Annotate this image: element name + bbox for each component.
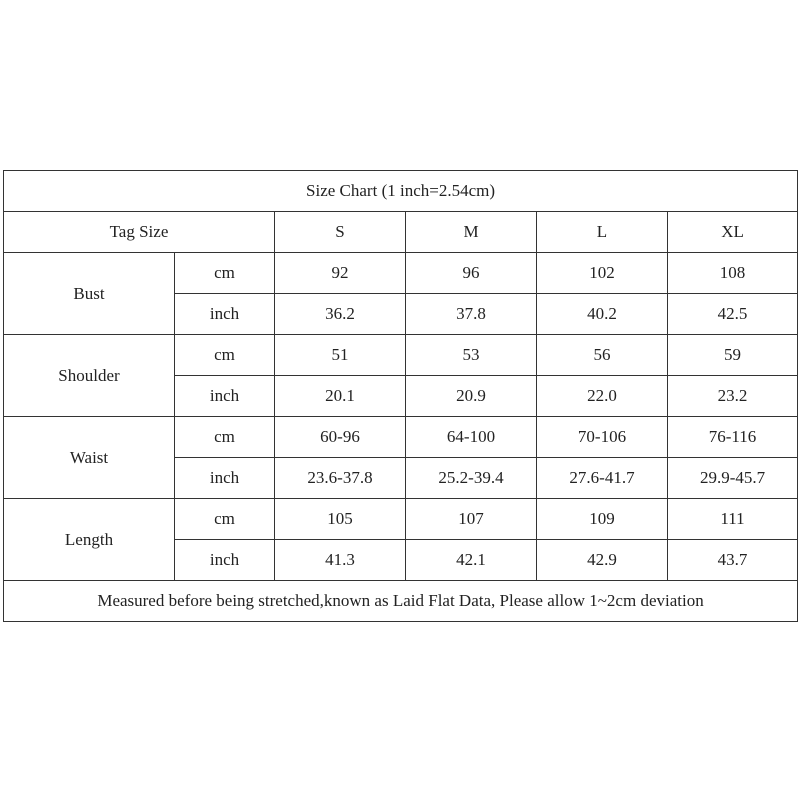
- unit-label: inch: [175, 294, 275, 335]
- measurement-label: Bust: [4, 253, 175, 335]
- table-row: [4, 253, 798, 294]
- table-cell: 20.9: [406, 376, 537, 417]
- table-cell: 53: [406, 335, 537, 376]
- table-row: [4, 499, 798, 540]
- table-cell: 43.7: [668, 540, 798, 581]
- table-cell: 107: [406, 499, 537, 540]
- table-cell: 20.1: [275, 376, 406, 417]
- unit-label: cm: [175, 417, 275, 458]
- unit-label: inch: [175, 540, 275, 581]
- table-row: [4, 417, 798, 458]
- table-cell: 56: [537, 335, 668, 376]
- table-cell: 109: [537, 499, 668, 540]
- size-header-xl: XL: [668, 212, 798, 253]
- table-cell: 96: [406, 253, 537, 294]
- size-chart-body: [4, 171, 798, 622]
- tag-size-label: Tag Size: [4, 212, 275, 253]
- table-cell: 22.0: [537, 376, 668, 417]
- table-cell: 111: [668, 499, 798, 540]
- table-cell: 60-96: [275, 417, 406, 458]
- table-cell: 108: [668, 253, 798, 294]
- unit-label: inch: [175, 458, 275, 499]
- table-cell: 41.3: [275, 540, 406, 581]
- table-cell: 51: [275, 335, 406, 376]
- table-cell: 23.6-37.8: [275, 458, 406, 499]
- table-cell: 59: [668, 335, 798, 376]
- table-cell: 92: [275, 253, 406, 294]
- table-cell: 29.9-45.7: [668, 458, 798, 499]
- unit-label: cm: [175, 253, 275, 294]
- table-cell: 42.1: [406, 540, 537, 581]
- table-cell: 25.2-39.4: [406, 458, 537, 499]
- table-cell: 102: [537, 253, 668, 294]
- table-cell: 42.5: [668, 294, 798, 335]
- table-cell: 70-106: [537, 417, 668, 458]
- header-row: [4, 212, 798, 253]
- chart-title: Size Chart (1 inch=2.54cm): [4, 171, 798, 212]
- title-row: [4, 171, 798, 212]
- table-row: [4, 335, 798, 376]
- table-cell: 37.8: [406, 294, 537, 335]
- size-header-l: L: [537, 212, 668, 253]
- table-cell: 36.2: [275, 294, 406, 335]
- table-cell: 105: [275, 499, 406, 540]
- table-cell: 76-116: [668, 417, 798, 458]
- unit-label: cm: [175, 499, 275, 540]
- measurement-label: Waist: [4, 417, 175, 499]
- table-cell: 40.2: [537, 294, 668, 335]
- footnote: Measured before being stretched,known as Laid Flat Data, Please allow 1~2cm deviation: [4, 581, 798, 622]
- measurement-label: Length: [4, 499, 175, 581]
- size-header-s: S: [275, 212, 406, 253]
- table-cell: 42.9: [537, 540, 668, 581]
- unit-label: cm: [175, 335, 275, 376]
- table-cell: 23.2: [668, 376, 798, 417]
- unit-label: inch: [175, 376, 275, 417]
- measurement-label: Shoulder: [4, 335, 175, 417]
- table-cell: 64-100: [406, 417, 537, 458]
- table-cell: 27.6-41.7: [537, 458, 668, 499]
- size-header-m: M: [406, 212, 537, 253]
- size-chart-table: [3, 170, 798, 622]
- footnote-row: [4, 581, 798, 622]
